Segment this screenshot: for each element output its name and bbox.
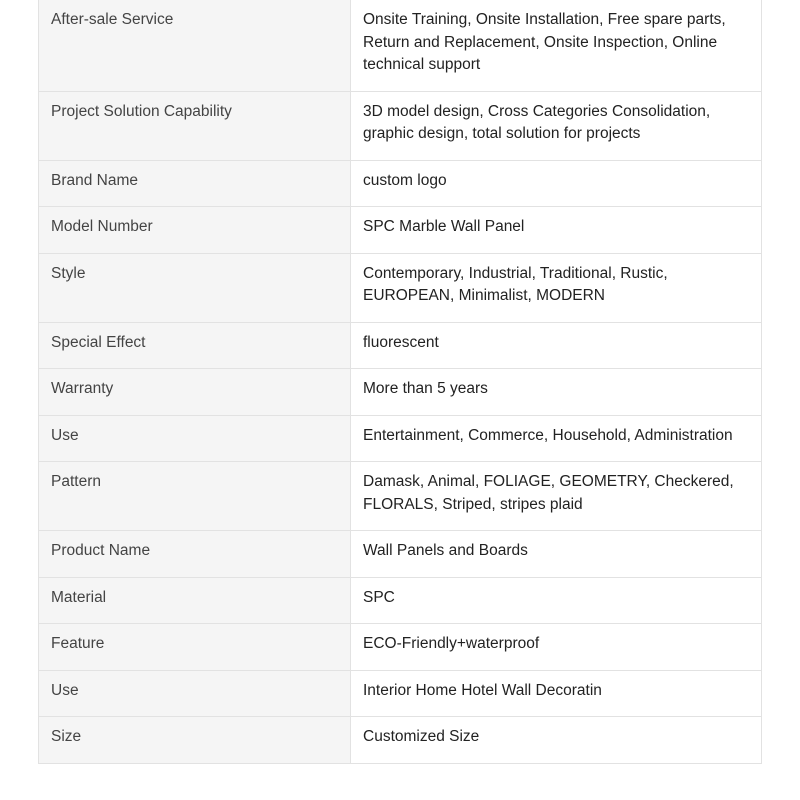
table-row — [39, 91, 762, 160]
spec-value: Damask, Animal, FOLIAGE, GEOMETRY, Checkered, FLORALS, Striped, stripes plaid — [351, 462, 762, 531]
table-row — [39, 0, 762, 91]
spec-value: custom logo — [351, 160, 762, 207]
spec-key: Model Number — [39, 207, 351, 254]
table-row — [39, 577, 762, 624]
spec-value: Contemporary, Industrial, Traditional, Rustic, EUROPEAN, Minimalist, MODERN — [351, 253, 762, 322]
spec-key: Product Name — [39, 531, 351, 578]
product-spec-table — [38, 0, 762, 764]
spec-value: Onsite Training, Onsite Installation, Free spare parts, Return and Replacement, Onsite Inspection, Online technical support — [351, 0, 762, 91]
spec-value: Entertainment, Commerce, Household, Administration — [351, 415, 762, 462]
table-row — [39, 369, 762, 416]
table-row — [39, 624, 762, 671]
spec-key: Feature — [39, 624, 351, 671]
spec-key: Material — [39, 577, 351, 624]
table-row — [39, 253, 762, 322]
spec-value: SPC — [351, 577, 762, 624]
spec-value: ECO-Friendly+waterproof — [351, 624, 762, 671]
spec-key: Special Effect — [39, 322, 351, 369]
table-row — [39, 717, 762, 764]
spec-value: Interior Home Hotel Wall Decoratin — [351, 670, 762, 717]
table-row — [39, 207, 762, 254]
table-row — [39, 160, 762, 207]
spec-key: Warranty — [39, 369, 351, 416]
spec-key: Use — [39, 670, 351, 717]
table-row — [39, 531, 762, 578]
spec-value: Customized Size — [351, 717, 762, 764]
spec-value: SPC Marble Wall Panel — [351, 207, 762, 254]
spec-value: 3D model design, Cross Categories Consolidation, graphic design, total solution for projects — [351, 91, 762, 160]
spec-value: Wall Panels and Boards — [351, 531, 762, 578]
product-spec-section — [38, 0, 761, 764]
table-row — [39, 462, 762, 531]
spec-key: Style — [39, 253, 351, 322]
table-row — [39, 415, 762, 462]
table-row — [39, 670, 762, 717]
spec-key: Size — [39, 717, 351, 764]
table-row — [39, 322, 762, 369]
spec-key: Brand Name — [39, 160, 351, 207]
spec-value: fluorescent — [351, 322, 762, 369]
spec-key: Use — [39, 415, 351, 462]
spec-key: Project Solution Capability — [39, 91, 351, 160]
spec-value: More than 5 years — [351, 369, 762, 416]
spec-key: Pattern — [39, 462, 351, 531]
spec-key: After-sale Service — [39, 0, 351, 91]
